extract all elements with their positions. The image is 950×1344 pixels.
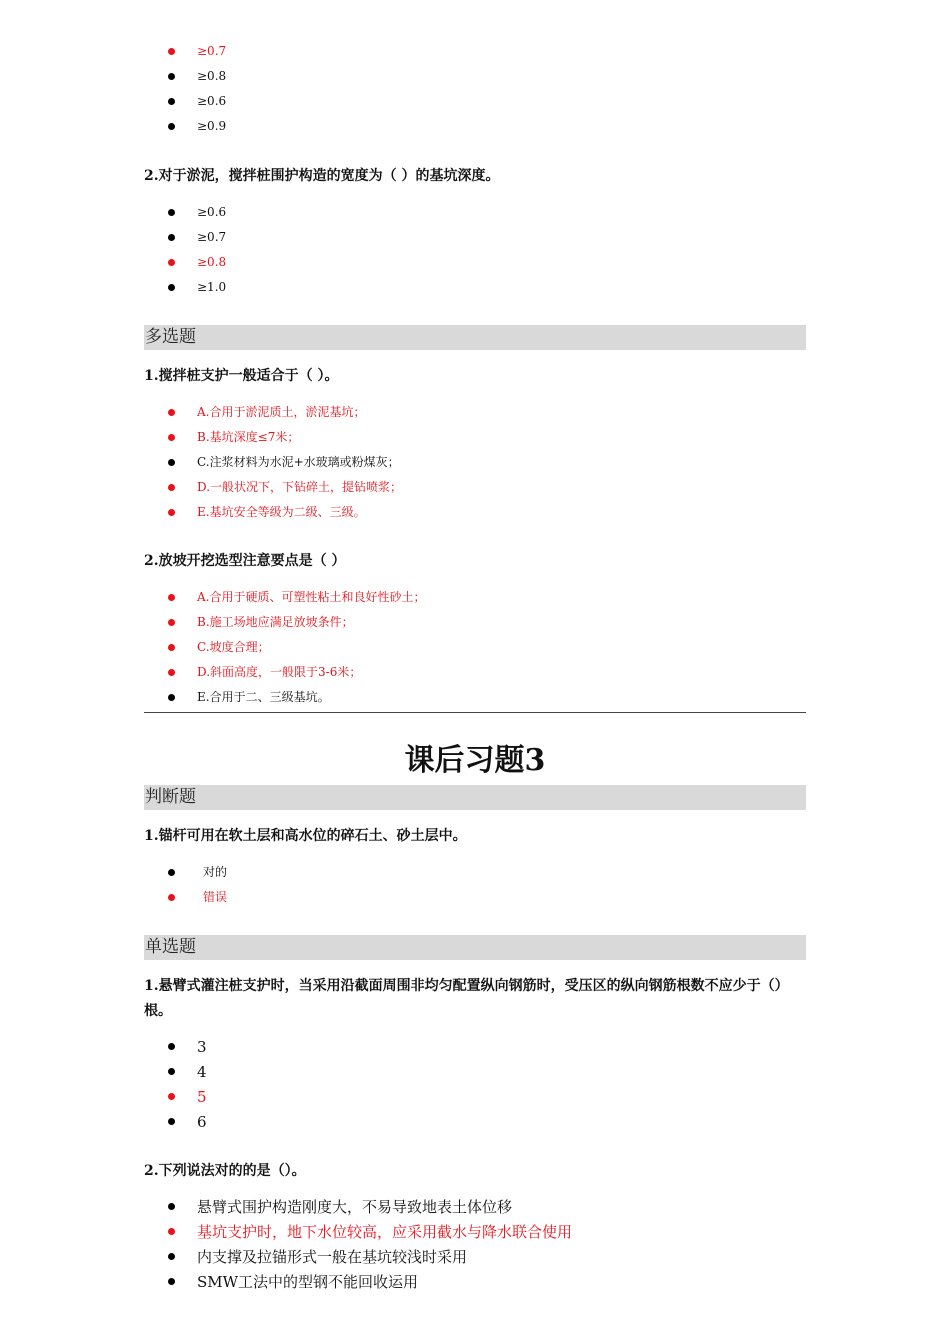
bullet-icon bbox=[168, 484, 175, 491]
list-item[interactable]: ≥1.0 bbox=[168, 280, 226, 300]
bullet-icon bbox=[168, 869, 175, 876]
divider bbox=[144, 712, 806, 713]
bullet-icon bbox=[168, 619, 175, 626]
bullet-icon bbox=[168, 48, 175, 55]
list-item[interactable]: 6 bbox=[168, 1114, 207, 1134]
list-item[interactable]: ≥0.7 bbox=[168, 230, 226, 250]
list-item[interactable]: C.坡度合理； bbox=[168, 640, 270, 660]
bullet-icon bbox=[168, 434, 175, 441]
bullet-icon bbox=[168, 1093, 175, 1100]
bullet-icon bbox=[168, 284, 175, 291]
list-item[interactable]: 3 bbox=[168, 1039, 207, 1059]
list-item[interactable]: 内支撑及拉锚形式一般在基坑较浅时采用 bbox=[168, 1249, 467, 1269]
bullet-icon bbox=[168, 1278, 175, 1285]
list-item[interactable]: SMW工法中的型钢不能回收运用 bbox=[168, 1274, 418, 1294]
bullet-icon bbox=[168, 409, 175, 416]
bullet-icon bbox=[168, 1253, 175, 1260]
section-header: 判断题 bbox=[144, 785, 806, 810]
bullet-icon bbox=[168, 123, 175, 130]
bullet-icon bbox=[168, 459, 175, 466]
bullet-icon bbox=[168, 669, 175, 676]
list-item[interactable]: ≥0.8 bbox=[168, 69, 226, 89]
list-item[interactable]: 对的 bbox=[168, 865, 227, 885]
bullet-icon bbox=[168, 644, 175, 651]
list-item[interactable]: A.合用于淤泥质土，淤泥基坑； bbox=[168, 405, 365, 425]
bullet-icon bbox=[168, 1203, 175, 1210]
list-item[interactable]: A.合用于硬质、可塑性粘土和良好性砂土； bbox=[168, 590, 425, 610]
question-text: 1.锚杆可用在软土层和高水位的碎石土、砂土层中。 bbox=[144, 828, 467, 844]
list-item[interactable]: D.一般状况下，下钻碎土，提钻喷浆； bbox=[168, 480, 402, 500]
question-text: 1.搅拌桩支护一般适合于（ ）。 bbox=[144, 368, 339, 384]
bullet-icon bbox=[168, 1118, 175, 1125]
list-item[interactable]: ≥0.9 bbox=[168, 119, 226, 139]
bullet-icon bbox=[168, 594, 175, 601]
list-item[interactable]: ≥0.6 bbox=[168, 205, 226, 225]
list-item[interactable]: E.合用于二、三级基坑。 bbox=[168, 690, 330, 710]
bullet-icon bbox=[168, 73, 175, 80]
bullet-icon bbox=[168, 234, 175, 241]
bullet-icon bbox=[168, 209, 175, 216]
list-item[interactable]: 4 bbox=[168, 1064, 207, 1084]
question-text: 1.悬臂式灌注桩支护时，当采用沿截面周围非均匀配置纵向钢筋时，受压区的纵向钢筋根数不应少于（）根。 bbox=[144, 978, 789, 1019]
bullet-icon bbox=[168, 98, 175, 105]
list-item[interactable]: ≥0.8 bbox=[168, 255, 226, 275]
question-text: 2.放坡开挖选型注意要点是（ ） bbox=[144, 553, 346, 569]
list-item[interactable]: 基坑支护时，地下水位较高，应采用截水与降水联合使用 bbox=[168, 1224, 572, 1244]
bullet-icon bbox=[168, 694, 175, 701]
bullet-icon bbox=[168, 259, 175, 266]
bullet-icon bbox=[168, 1068, 175, 1075]
section-header: 多选题 bbox=[144, 325, 806, 350]
list-item[interactable]: ≥0.7 bbox=[168, 44, 226, 64]
question-text: 2.下列说法对的的是（）。 bbox=[144, 1163, 306, 1179]
list-item[interactable]: D.斜面高度，一般限于3-6米； bbox=[168, 665, 361, 685]
bullet-icon bbox=[168, 1228, 175, 1235]
list-item[interactable]: B.基坑深度≤7米； bbox=[168, 430, 299, 450]
list-item[interactable]: 5 bbox=[168, 1089, 207, 1109]
bullet-icon bbox=[168, 1043, 175, 1050]
list-item[interactable]: E.基坑安全等级为二级、三级。 bbox=[168, 505, 366, 525]
question-text: 2.对于淤泥，搅拌桩围护构造的宽度为（ ）的基坑深度。 bbox=[144, 168, 500, 184]
list-item[interactable]: 错误 bbox=[168, 890, 227, 910]
list-item[interactable]: 悬臂式围护构造刚度大，不易导致地表土体位移 bbox=[168, 1199, 512, 1219]
section-header: 单选题 bbox=[144, 935, 806, 960]
list-item[interactable]: B.施工场地应满足放坡条件； bbox=[168, 615, 354, 635]
bullet-icon bbox=[168, 894, 175, 901]
list-item[interactable]: C.注浆材料为水泥+水玻璃或粉煤灰； bbox=[168, 455, 400, 475]
list-item[interactable]: ≥0.6 bbox=[168, 94, 226, 114]
page-title: 课后习题3 bbox=[404, 743, 546, 778]
bullet-icon bbox=[168, 509, 175, 516]
